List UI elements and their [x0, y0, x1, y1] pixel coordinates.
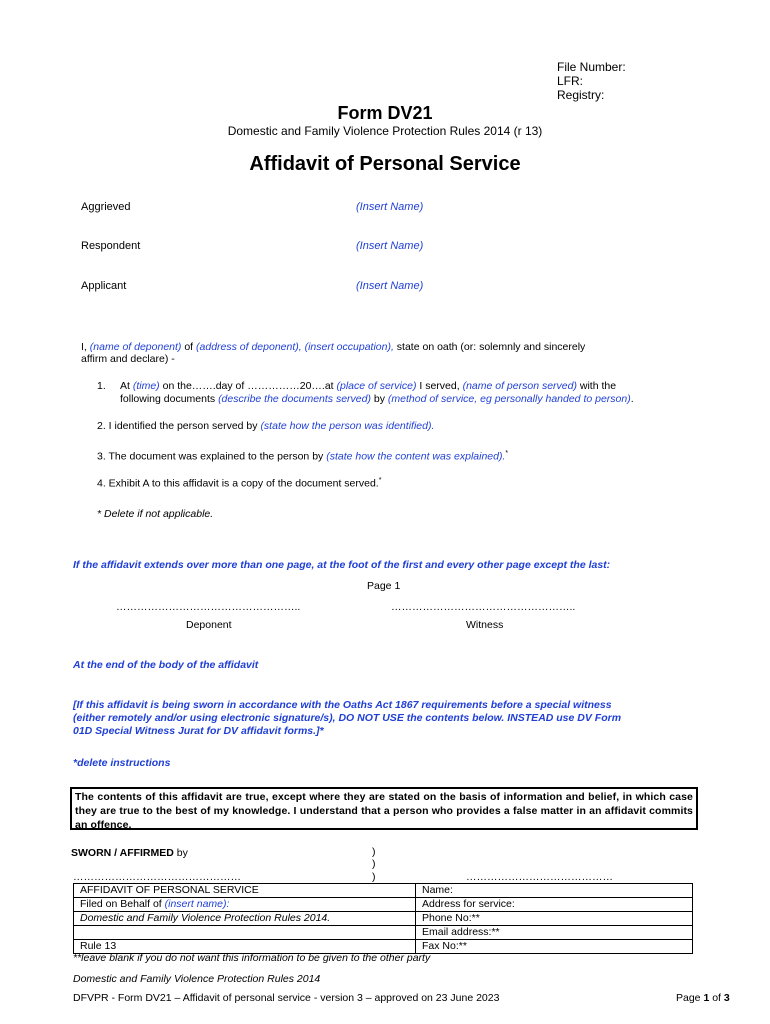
item-text: I served, [416, 380, 463, 392]
paren: ) [372, 858, 376, 870]
asterisk: * [505, 450, 509, 457]
filed-on-behalf-cell [74, 898, 416, 912]
item-text: with the [576, 380, 617, 392]
sworn-line [71, 847, 188, 860]
filing-info-table [73, 883, 693, 954]
email-cell: Email address:** [416, 926, 693, 940]
aggrieved-label: Aggrieved [81, 201, 131, 213]
page-word: Page [676, 992, 704, 1004]
applicant-value: (Insert Name) [356, 280, 424, 292]
intro-text: of [181, 341, 197, 353]
table-row [74, 898, 693, 912]
item-text: 3. The document was explained to the person by [97, 450, 327, 463]
table-row [74, 926, 693, 940]
affidavit-type-cell: AFFIDAVIT OF PERSONAL SERVICE [74, 884, 416, 898]
page-number [676, 992, 730, 1004]
filed-on-behalf-label: Filed on Behalf of [80, 898, 165, 910]
witness-signature-line: …………………………………………….. [391, 601, 576, 613]
file-info [557, 60, 626, 102]
item-text: 4. Exhibit A to this affidavit is a copy of the document served. [97, 477, 379, 490]
rules-cell: Domestic and Family Violence Protection Rules 2014. [74, 912, 416, 926]
item-4 [97, 474, 381, 491]
item-1-number: 1. [97, 380, 106, 392]
deponent-label: Deponent [186, 619, 232, 631]
sworn-dots-right: …………………………………… [466, 871, 613, 883]
form-title: Form DV21 [337, 103, 433, 123]
of-word: of [709, 992, 724, 1004]
identification-placeholder: (state how the person was identified). [260, 420, 435, 432]
sworn-dots-left: ………………………………………… [73, 871, 241, 883]
sworn-by: by [173, 847, 188, 859]
delete-note: * Delete if not applicable. [97, 508, 214, 520]
insert-name-placeholder: (insert name): [164, 898, 230, 910]
place-placeholder: (place of service) [336, 380, 417, 392]
intro-text: I, [81, 341, 90, 353]
respondent-label: Respondent [81, 240, 141, 252]
special-witness-line-2: (either remotely and/or using electronic signature/s), DO NOT USE the contents below. INSTEAD use DV Form [73, 712, 622, 724]
asterisk: * [378, 477, 382, 484]
lfr-label: LFR: [557, 74, 584, 88]
explanation-placeholder: (state how the content was explained). [326, 450, 506, 463]
item-1-line-2 [120, 393, 634, 406]
table-row [74, 912, 693, 926]
table-row [74, 884, 693, 898]
item-text: At [120, 380, 133, 392]
applicant-label: Applicant [81, 280, 127, 292]
item-text: 2. I identified the person served by [97, 420, 261, 432]
footer-version: DFVPR - Form DV21 – Affidavit of personal service - version 3 – approved on 23 June 2023 [73, 992, 500, 1004]
end-instruction: At the end of the body of the affidavit [73, 659, 259, 671]
item-2 [97, 420, 434, 433]
method-placeholder: (method of service, eg personally handed to person) [387, 393, 631, 405]
special-witness-line-3: 01D Special Witness Jurat for DV affidavit forms.]* [73, 725, 324, 737]
special-witness-line-1: [If this affidavit is being sworn in accordance with the Oaths Act 1867 requirements before a special witness [73, 699, 612, 711]
foot-instruction: If the affidavit extends over more than one page, at the foot of the first and every other page except the last: [73, 559, 611, 571]
item-3 [97, 447, 508, 464]
item-text: following documents [120, 393, 219, 405]
leave-blank-note: **leave blank if you do not want this information to be given to the other party [73, 952, 431, 964]
paren: ) [372, 846, 376, 858]
item-text: by [370, 393, 388, 405]
sworn-label: SWORN / AFFIRMED [71, 847, 174, 859]
address-placeholder: (address of deponent), (insert occupation), [196, 341, 394, 353]
empty-cell [74, 926, 416, 940]
deponent-signature-line: …………………………………………….. [116, 601, 301, 613]
paren: ) [372, 871, 376, 883]
registry-label: Registry: [557, 88, 605, 102]
documents-placeholder: (describe the documents served) [218, 393, 371, 405]
item-text: on the…….day of ……………20….at [159, 380, 337, 392]
deponent-placeholder: (name of deponent) [89, 341, 182, 353]
item-1-line-1 [120, 380, 698, 393]
address-cell: Address for service: [416, 898, 693, 912]
page-heading: Affidavit of Personal Service [249, 153, 521, 175]
file-number-label: File Number: [557, 60, 626, 74]
respondent-value: (Insert Name) [356, 240, 424, 252]
person-placeholder: (name of person served) [462, 380, 577, 392]
phone-cell: Phone No:** [416, 912, 693, 926]
page-label: Page 1 [367, 580, 401, 592]
rule-cell: Rule 13 [74, 940, 416, 954]
delete-instructions: *delete instructions [73, 757, 171, 769]
time-placeholder: (time) [132, 380, 160, 392]
name-cell: Name: [416, 884, 693, 898]
item-text: . [630, 393, 634, 405]
rules-subtitle: Domestic and Family Violence Protection Rules 2014 (r 13) [227, 124, 543, 138]
aggrieved-value: (Insert Name) [356, 201, 424, 213]
current-page: 1 [703, 992, 710, 1004]
fax-cell: Fax No:** [416, 940, 693, 954]
intro-text: state on oath (or: solemnly and sincerely [393, 341, 586, 353]
truth-statement: The contents of this affidavit are true, except where they are stated on the basis of information and belief, in which case they are true to the best of my knowledge. I understand that a person who provides a false matter in an affidavit commits an offence. [70, 787, 698, 830]
total-pages: 3 [723, 992, 730, 1004]
witness-label: Witness [466, 619, 504, 631]
footer-rules: Domestic and Family Violence Protection Rules 2014 [73, 973, 321, 985]
intro-line-2: affirm and declare) - [81, 353, 175, 365]
